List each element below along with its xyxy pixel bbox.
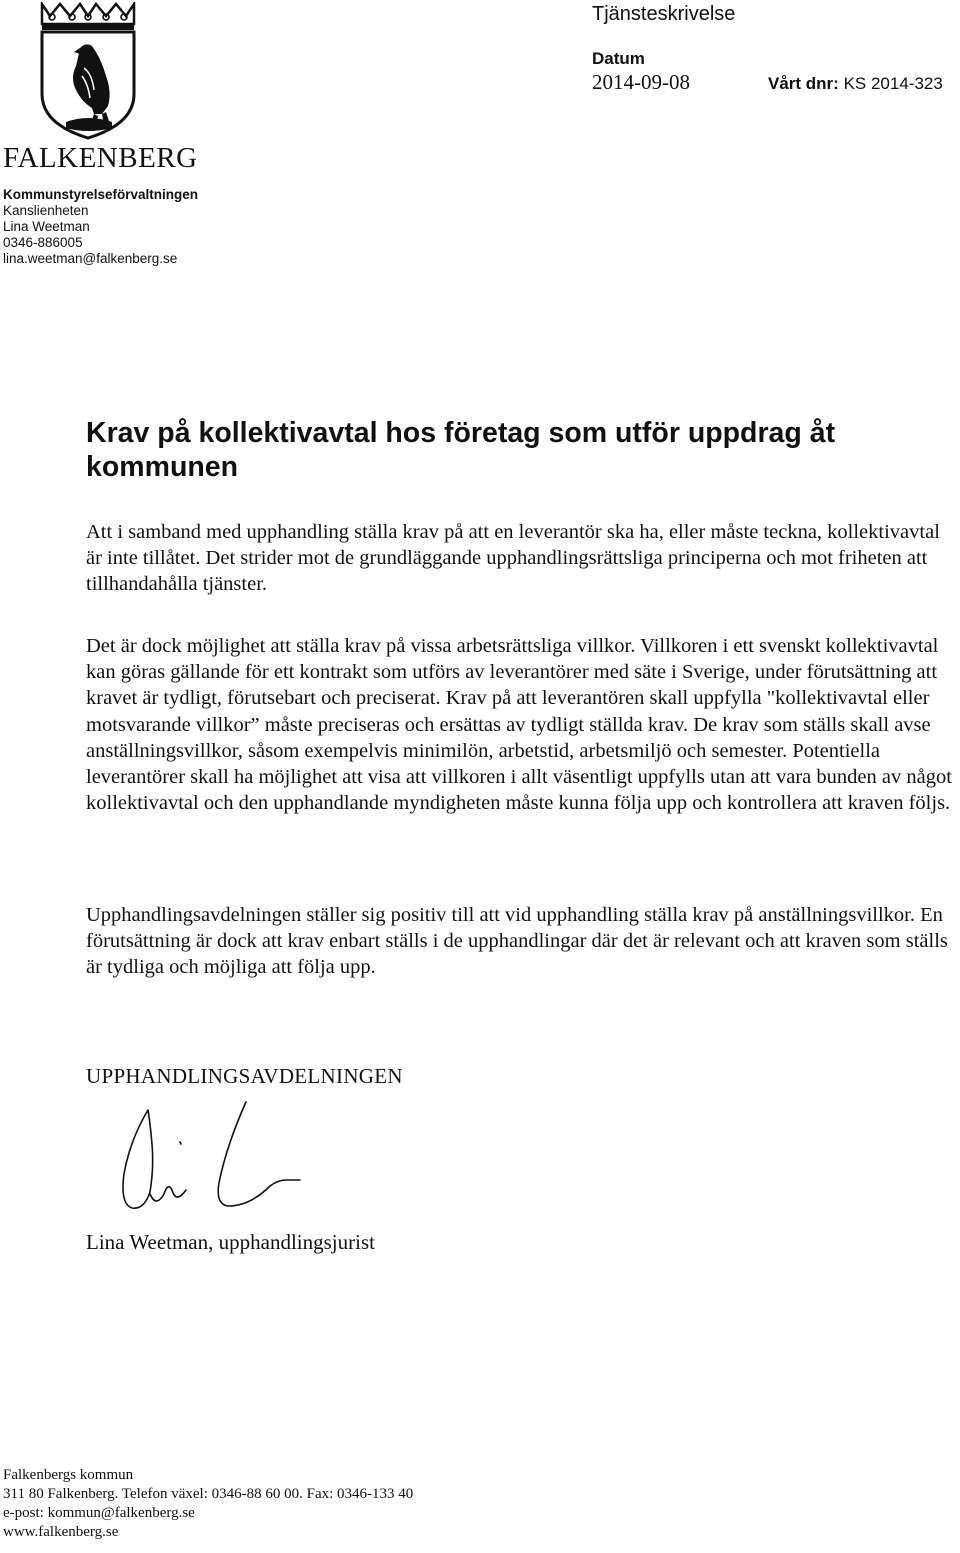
document-type: Tjänsteskrivelse bbox=[592, 3, 736, 25]
body-paragraph-1: Att i samband med upphandling ställa krav på att en leverantör ska ha, eller måste teckna, kollektivavtal är inte tillåtet. Det strider mot de grundläggande upphandlingsrättsliga principerna och mot friheten att tillhandahålla tjänster. bbox=[86, 521, 940, 596]
document-title: Krav på kollektivavtal hos företag som utför uppdrag åt kommunen bbox=[86, 417, 836, 483]
signatory-name: Lina Weetman, upphandlingsjurist bbox=[86, 1230, 375, 1254]
reference-label: Vårt dnr: bbox=[768, 74, 839, 93]
footer-email: e-post: kommun@falkenberg.se bbox=[3, 1505, 195, 1521]
body-paragraph-2: Det är dock möjlighet att ställa krav på vissa arbetsrättsliga villkor. Villkoren i ett svenskt kollektivavtal kan göras gällande för ett kontrakt som utförs av leverantörer med säte i Sverige, under förutsättning att kravet är tydligt, förutsebart och preciserat. Krav på att leverantören skall uppfylla "kollektivavtal eller motsvarande villkor” måste preciseras och ersättas av tydligt ställda krav. De krav som ställs skall avse anställningsvillkor, såsom exempelvis minimilön, arbetstid, arbetsmiljö och semester. Potentiella leverantörer skall ha möjlighet att visa att villkoren i allt väsentligt uppfylls utan att vara bunden av något kollektivavtal och den upphandlande myndigheten måste kunna följa upp och kontrollera att kraven följs. bbox=[86, 635, 952, 815]
date-label: Datum bbox=[592, 49, 645, 68]
contact-name: Lina Weetman bbox=[3, 219, 90, 234]
contact-email: lina.weetman@falkenberg.se bbox=[3, 251, 178, 266]
signatory-department: UPPHANDLINGSAVDELNINGEN bbox=[86, 1064, 403, 1088]
handwritten-signature-icon bbox=[110, 1082, 310, 1232]
footer-address: 311 80 Falkenberg. Telefon växel: 0346-88 60 00. Fax: 0346-133 40 bbox=[3, 1486, 414, 1502]
department-name: Kommunstyrelseförvaltningen bbox=[3, 187, 199, 202]
unit-name: Kanslienheten bbox=[3, 203, 89, 218]
falkenberg-crest-icon bbox=[36, 2, 140, 140]
sender-block bbox=[3, 187, 198, 267]
footer bbox=[3, 1466, 413, 1542]
contact-phone: 0346-886005 bbox=[3, 235, 83, 250]
org-name: FALKENBERG bbox=[3, 142, 198, 174]
footer-web: www.falkenberg.se bbox=[3, 1524, 119, 1540]
date-value: 2014-09-08 bbox=[592, 70, 690, 94]
reference-number bbox=[768, 74, 943, 94]
body-paragraph-3: Upphandlingsavdelningen ställer sig positiv till att vid upphandling ställa krav på anställningsvillkor. En förutsättning är dock att krav enbart ställs i de upphandlingar där det är relevant och att kraven som ställs är tydliga och möjliga att följa upp. bbox=[86, 904, 948, 979]
reference-value: KS 2014-323 bbox=[843, 74, 943, 93]
footer-org: Falkenbergs kommun bbox=[3, 1467, 134, 1483]
